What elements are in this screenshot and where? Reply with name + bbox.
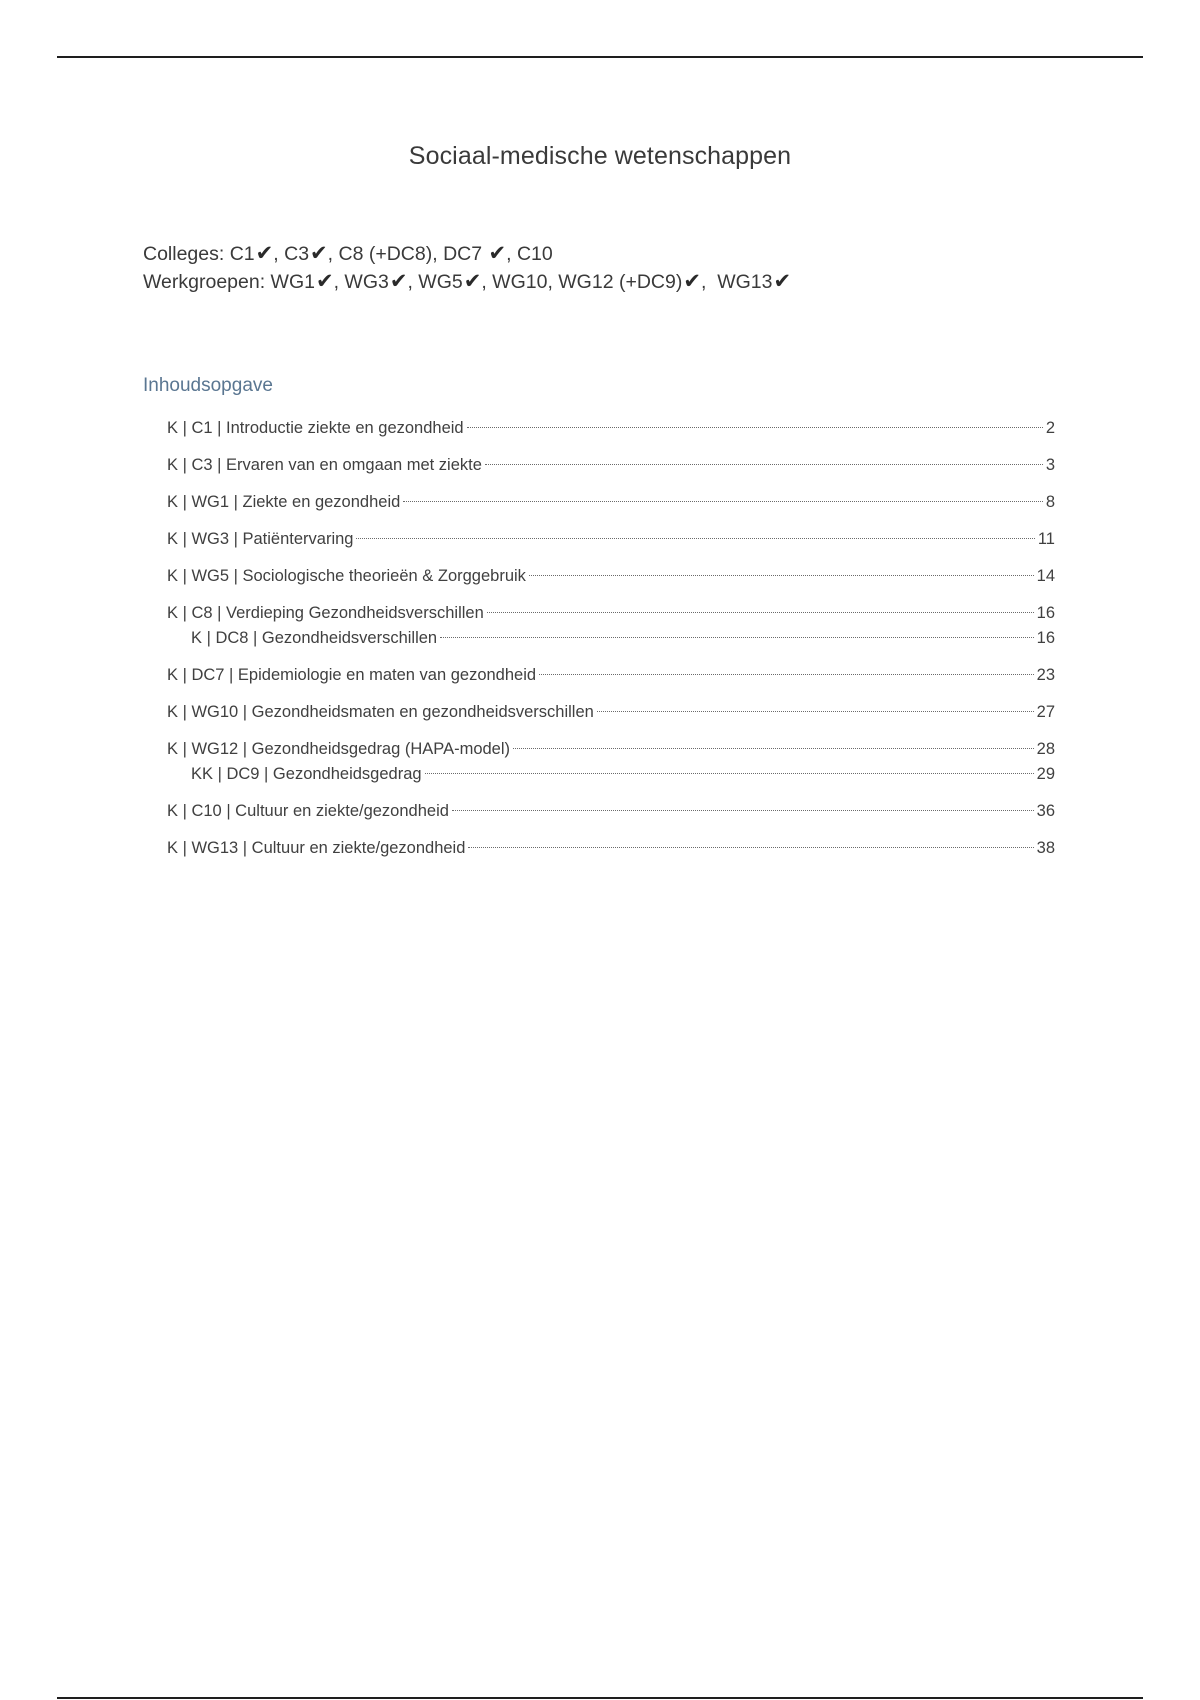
- toc-entry-label: K | WG12 | Gezondheidsgedrag (HAPA-model): [167, 740, 511, 758]
- toc-entry-page: 36: [1036, 802, 1055, 820]
- separator: ,: [407, 271, 419, 293]
- werkgroepen-items: [271, 271, 792, 293]
- course-code: C3: [284, 243, 310, 265]
- toc-entry[interactable]: [167, 700, 1055, 725]
- toc-entry[interactable]: [167, 564, 1055, 589]
- toc-entry-page: 11: [1037, 530, 1055, 548]
- toc-entry-page: 16: [1036, 629, 1055, 647]
- toc-entry-label: K | WG5 | Sociologische theorieën & Zorggebruik: [167, 567, 526, 585]
- check-icon: ✔: [463, 269, 482, 293]
- colleges-items: [230, 243, 553, 265]
- course-code: WG5: [418, 271, 463, 293]
- toc-entry-page: 23: [1036, 666, 1055, 684]
- toc-dot-leader: [597, 711, 1034, 712]
- footer-rule: [57, 1697, 1143, 1699]
- course-code: C10: [516, 243, 553, 265]
- toc-entry-page: 28: [1036, 740, 1055, 758]
- document-title: Sociaal-medische wetenschappen: [408, 142, 792, 170]
- check-icon: ✔: [683, 269, 701, 293]
- check-icon: ✔: [315, 269, 334, 293]
- check-icon: ✔: [310, 241, 328, 265]
- separator: ,: [327, 243, 339, 265]
- separator: ,: [273, 243, 285, 265]
- toc-dot-leader: [513, 748, 1034, 749]
- check-icon: ✔: [488, 241, 507, 265]
- toc-entry-label: K | WG10 | Gezondheidsmaten en gezondheidsverschillen: [167, 703, 594, 721]
- toc-dot-leader: [529, 575, 1034, 576]
- toc-entry[interactable]: [167, 737, 1055, 762]
- separator: ,: [547, 271, 559, 293]
- toc-dot-leader: [539, 674, 1034, 675]
- table-of-contents: [167, 416, 1055, 861]
- colleges-line: [143, 240, 791, 268]
- separator: ,: [432, 243, 444, 265]
- course-code: WG3: [344, 271, 389, 293]
- toc-entry[interactable]: [167, 836, 1055, 861]
- toc-entry-label: K | WG3 | Patiëntervaring: [167, 530, 354, 548]
- toc-entry[interactable]: [167, 453, 1055, 478]
- toc-entry[interactable]: [167, 527, 1055, 552]
- toc-dot-leader: [467, 427, 1043, 428]
- colleges-prefix: Colleges:: [143, 243, 230, 265]
- toc-entry-label: K | C8 | Verdieping Gezondheidsverschillen: [167, 604, 484, 622]
- toc-entry-page: 38: [1036, 839, 1055, 857]
- toc-entry-label: K | C10 | Cultuur en ziekte/gezondheid: [167, 802, 449, 820]
- progress-status: [143, 240, 791, 296]
- toc-entry-page: 27: [1036, 703, 1055, 721]
- toc-entry[interactable]: [167, 601, 1055, 626]
- toc-dot-leader: [487, 612, 1034, 613]
- werkgroepen-prefix: Werkgroepen:: [143, 271, 271, 293]
- toc-heading: Inhoudsopgave: [143, 375, 273, 396]
- toc-entry-label: K | C1 | Introductie ziekte en gezondheid: [167, 419, 464, 437]
- toc-dot-leader: [356, 538, 1034, 539]
- toc-entry-page: 14: [1036, 567, 1055, 585]
- toc-entry-label: KK | DC9 | Gezondheidsgedrag: [191, 765, 422, 783]
- separator: ,: [333, 271, 345, 293]
- toc-entry[interactable]: [167, 416, 1055, 441]
- toc-dot-leader: [452, 810, 1034, 811]
- toc-dot-leader: [468, 847, 1033, 848]
- toc-entry[interactable]: [167, 663, 1055, 688]
- separator: ,: [700, 271, 718, 293]
- toc-entry[interactable]: [167, 626, 1055, 651]
- toc-entry-label: K | DC7 | Epidemiologie en maten van gezondheid: [167, 666, 537, 684]
- toc-entry-label: K | WG1 | Ziekte en gezondheid: [167, 493, 401, 511]
- course-code: C8 (+DC8): [338, 243, 433, 265]
- course-code: WG1: [270, 271, 315, 293]
- check-icon: ✔: [255, 241, 274, 265]
- toc-entry-page: 2: [1045, 419, 1055, 437]
- separator: ,: [481, 271, 493, 293]
- toc-entry-label: K | DC8 | Gezondheidsverschillen: [191, 629, 438, 647]
- toc-entry-page: 8: [1045, 493, 1055, 511]
- header-rule: [57, 56, 1143, 58]
- check-icon: ✔: [773, 269, 792, 293]
- course-code: WG13: [717, 271, 773, 293]
- toc-dot-leader: [440, 637, 1034, 638]
- toc-entry[interactable]: [167, 490, 1055, 515]
- toc-dot-leader: [425, 773, 1034, 774]
- toc-entry[interactable]: [167, 799, 1055, 824]
- toc-entry-label: K | C3 | Ervaren van en omgaan met ziekte: [167, 456, 482, 474]
- toc-dot-leader: [485, 464, 1043, 465]
- toc-entry[interactable]: [167, 762, 1055, 787]
- toc-entry-label: K | WG13 | Cultuur en ziekte/gezondheid: [167, 839, 466, 857]
- werkgroepen-line: [143, 268, 791, 296]
- toc-entry-page: 16: [1036, 604, 1055, 622]
- toc-dot-leader: [403, 501, 1043, 502]
- course-code: DC7: [443, 243, 488, 265]
- course-code: C1: [229, 243, 255, 265]
- course-code: WG12 (+DC9): [558, 271, 683, 293]
- course-code: WG10: [492, 271, 548, 293]
- toc-entry-page: 3: [1045, 456, 1055, 474]
- check-icon: ✔: [389, 269, 408, 293]
- toc-entry-page: 29: [1036, 765, 1055, 783]
- separator: ,: [506, 243, 517, 265]
